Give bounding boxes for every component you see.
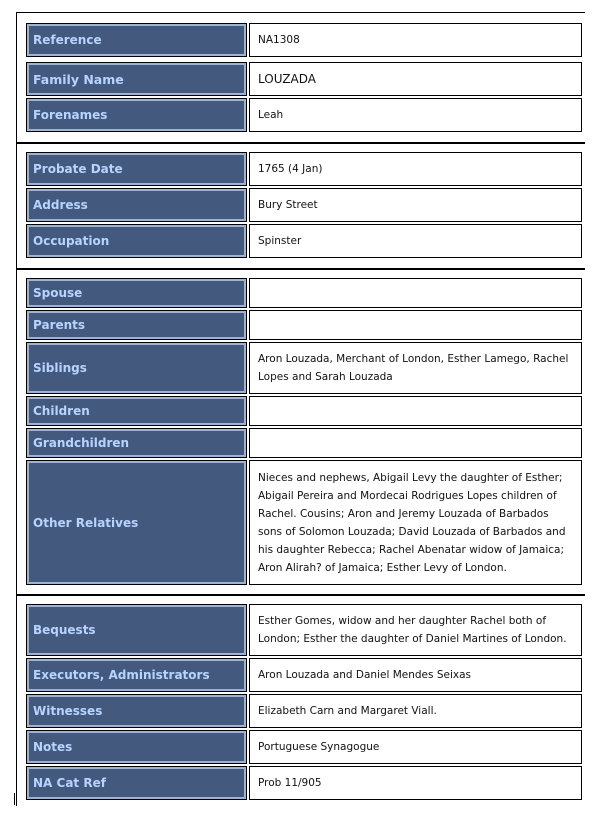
label-probate-date: Probate Date <box>26 152 247 186</box>
label-other-relatives: Other Relatives <box>26 460 247 585</box>
row-notes <box>26 730 582 764</box>
row-siblings <box>26 342 582 394</box>
label-notes: Notes <box>26 730 247 764</box>
value-other-relatives: Nieces and nephews, Abigail Levy the daughter of Esther; Abigail Pereira and Mordecai Rodrigues Lopes children of Rachel. Cousins; Aron and Jeremy Louzada of Barbados sons of Solomon Louzada; David Louzada of Barbados and his daughter Rebecca; Rachel Abenatar widow of Jamaica; Aron Alirah? of Jamaica; Esther Levy of London. <box>249 460 582 585</box>
value-siblings: Aron Louzada, Merchant of London, Esther Lamego, Rachel Lopes and Sarah Louzada <box>249 342 582 394</box>
label-witnesses: Witnesses <box>26 694 247 728</box>
value-witnesses: Elizabeth Carn and Margaret Viall. <box>249 694 582 728</box>
text-cursor <box>14 793 15 805</box>
value-spouse <box>249 278 582 308</box>
row-probate-date <box>26 152 582 186</box>
section-separator <box>16 268 585 270</box>
value-parents <box>249 310 582 340</box>
label-family-name: Family Name <box>26 62 247 96</box>
value-children <box>249 396 582 426</box>
row-reference <box>26 23 582 57</box>
value-address: Bury Street <box>249 188 582 222</box>
row-children <box>26 396 582 426</box>
label-address: Address <box>26 188 247 222</box>
row-bequests <box>26 604 582 656</box>
label-na-cat-ref: NA Cat Ref <box>26 766 247 800</box>
label-grandchildren: Grandchildren <box>26 428 247 458</box>
value-forenames: Leah <box>249 98 582 132</box>
row-occupation <box>26 224 582 258</box>
row-witnesses <box>26 694 582 728</box>
value-occupation: Spinster <box>249 224 582 258</box>
label-children: Children <box>26 396 247 426</box>
row-address <box>26 188 582 222</box>
label-spouse: Spouse <box>26 278 247 308</box>
row-family-name <box>26 62 582 96</box>
label-bequests: Bequests <box>26 604 247 656</box>
row-executors <box>26 658 582 692</box>
row-forenames <box>26 98 582 132</box>
row-grandchildren <box>26 428 582 458</box>
label-parents: Parents <box>26 310 247 340</box>
value-notes: Portuguese Synagogue <box>249 730 582 764</box>
label-siblings: Siblings <box>26 342 247 394</box>
label-forenames: Forenames <box>26 98 247 132</box>
value-executors: Aron Louzada and Daniel Mendes Seixas <box>249 658 582 692</box>
row-spouse <box>26 278 582 308</box>
row-na-cat-ref <box>26 766 582 800</box>
value-na-cat-ref: Prob 11/905 <box>249 766 582 800</box>
label-executors: Executors, Administrators <box>26 658 247 692</box>
value-bequests: Esther Gomes, widow and her daughter Rachel both of London; Esther the daughter of Daniel Martines of London. <box>249 604 582 656</box>
value-family-name: LOUZADA <box>249 62 582 96</box>
section-separator <box>16 594 585 596</box>
value-grandchildren <box>249 428 582 458</box>
value-reference: NA1308 <box>249 23 582 57</box>
label-reference: Reference <box>26 23 247 57</box>
label-occupation: Occupation <box>26 224 247 258</box>
row-parents <box>26 310 582 340</box>
value-probate-date: 1765 (4 Jan) <box>249 152 582 186</box>
section-separator <box>16 142 585 144</box>
row-other-relatives <box>26 460 582 585</box>
